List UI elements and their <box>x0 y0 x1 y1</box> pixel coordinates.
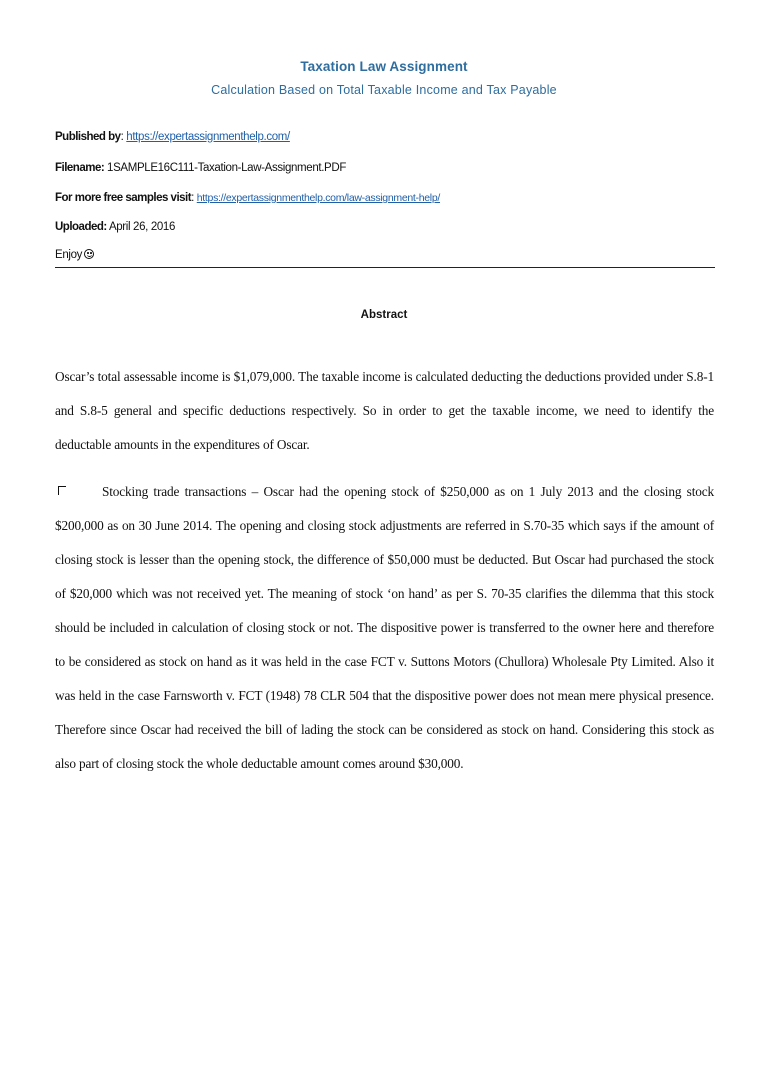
free-samples-link[interactable]: https://expertassignmenthelp.com/law-assignment-help/ <box>196 192 440 204</box>
filename-line <box>55 162 715 174</box>
free-samples-line <box>55 192 715 204</box>
published-by-separator: : <box>120 131 127 143</box>
published-by-link[interactable]: https://expertassignmenthelp.com/ <box>126 131 290 143</box>
header-divider <box>55 267 715 268</box>
enjoy-text: Enjoy <box>55 249 83 261</box>
abstract-paragraph-1: Oscar’s total assessable income is $1,079,000. The taxable income is calculated deducting the deductions provided under S.8-1 and S.8-5 general and specific deductions respectively. So in order to get the taxable income, we need to identify the deductable amounts in the expenditures of Oscar. <box>55 369 714 452</box>
uploaded-line <box>55 221 715 233</box>
abstract-heading: Abstract <box>360 309 408 321</box>
published-by-line <box>55 131 715 143</box>
published-by-label: Published by <box>55 131 121 143</box>
abstract-paragraph-2: Stocking trade transactions – Oscar had the opening stock of $250,000 as on 1 July 2013 and the closing stock $200,000 as on 30 June 2014. The opening and closing stock adjustments are referred in S.70-35 which says if the amount of closing stock is lesser than the opening stock, the difference of $50,000 must be deducted. But Oscar had purchased the stock of $20,000 which was not received yet. The meaning of stock ‘on hand’ as per S. 70-35 clarifies the dilemma that this stock should be included in calculation of closing stock or not. The dispositive power is transferred to the owner here and therefore to be considered as stock on hand as it was held in the case FCT v. Suttons Motors (Chullora) Wholesale Pty Limited. Also it was held in the case Farnsworth v. FCT (1948) 78 CLR 504 that the dispositive power does not mean mere physical presence. Therefore since Oscar had received the bill of lading the stock can be considered as stock on hand. Considering this stock as also part of closing stock the whole deductable amount comes around $30,000. <box>55 484 714 771</box>
filename-value: 1SAMPLE16C111-Taxation-Law-Assignment.PDF <box>104 162 347 174</box>
free-samples-separator: : <box>191 192 197 204</box>
uploaded-label: Uploaded: <box>55 221 107 233</box>
document-title: Taxation Law Assignment <box>300 59 468 74</box>
filename-label: Filename: <box>55 162 105 174</box>
uploaded-value: April 26, 2016 <box>106 221 176 233</box>
document-subtitle: Calculation Based on Total Taxable Income and Tax Payable <box>211 83 557 97</box>
smiley-icon <box>84 249 94 259</box>
free-samples-label: For more free samples visit <box>55 192 192 204</box>
enjoy-line <box>55 249 715 261</box>
